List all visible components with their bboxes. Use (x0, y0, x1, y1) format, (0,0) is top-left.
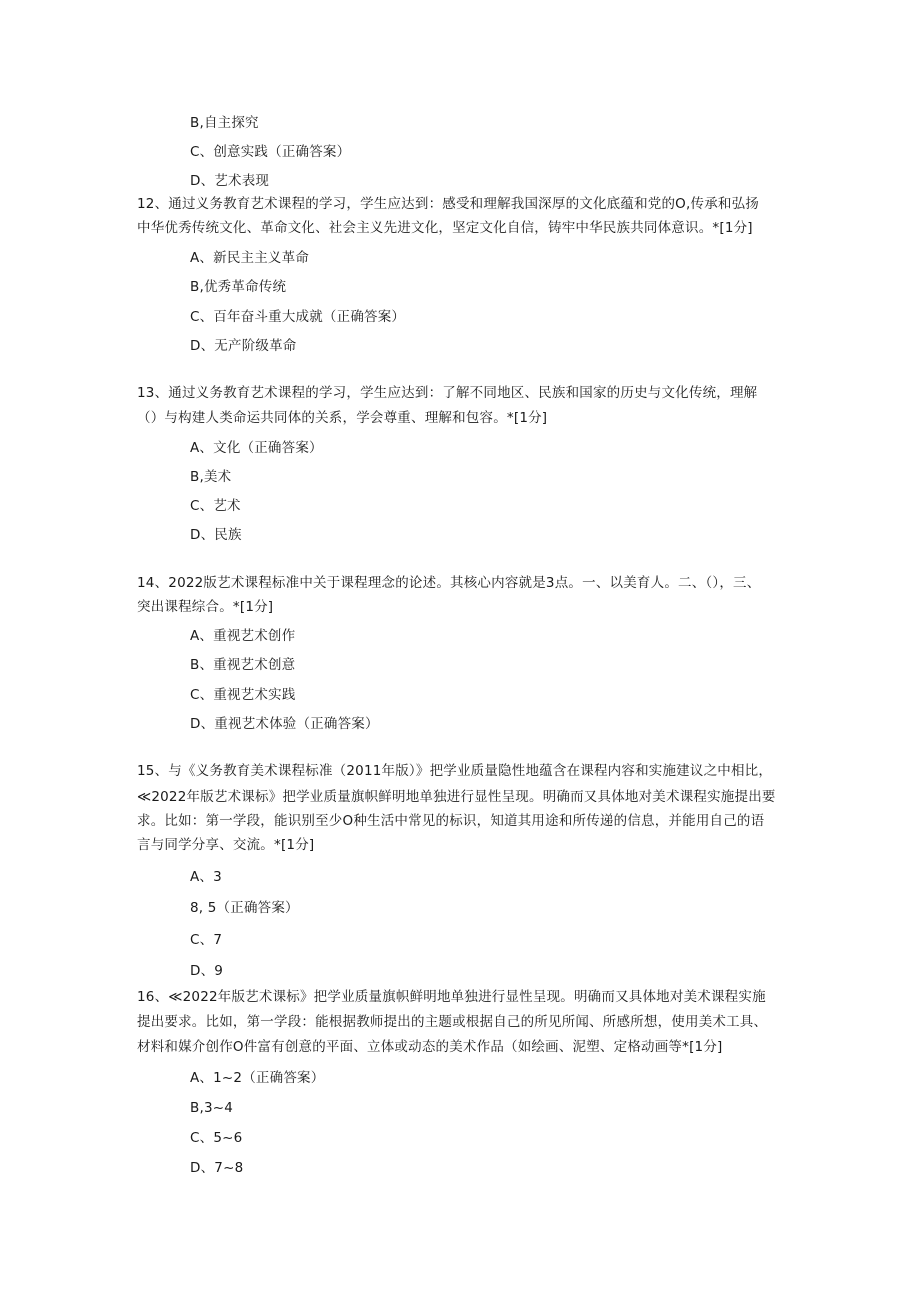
option-a: A、3 (190, 869, 222, 885)
option-a: A、文化（正确答案） (190, 440, 323, 456)
question-16-text-line-2: 提出要求。比如，第一学段：能根据教师提出的主题或根据自己的所见所闻、所感所想，使用美术工具、 (137, 1014, 768, 1030)
option-d: D、民族 (190, 527, 242, 543)
option-c: C、7 (190, 932, 223, 948)
question-15-text-line-1: 15、与《义务教育美术课程标准（2011年版）》把学业质量隐性地蕴含在课程内容和实施建议之中相比， (137, 763, 773, 779)
question-14-text-line-1: 14、2022版艺术课程标准中关于课程理念的论述。其核心内容就是3点。一、以美育人。二、（），三、 (137, 575, 761, 591)
question-16-text-line-3: 材料和媒介创作O件富有创意的平面、立体或动态的美术作品（如绘画、泥塑、定格动画等*[1分] (137, 1039, 723, 1055)
option-d: D、无产阶级革命 (190, 338, 297, 354)
option-d: D、7~8 (190, 1160, 244, 1176)
option-b: B,自主探究 (190, 115, 259, 131)
option-c: C、艺术 (190, 498, 241, 514)
option-c: C、重视艺术实践 (190, 687, 296, 703)
question-12-text-line-2: 中华优秀传统文化、革命文化、社会主义先进文化，坚定文化自信，铸牢中华民族共同体意识。*[1分] (137, 220, 753, 236)
option-d: D、艺术表现 (190, 173, 270, 189)
option-b: B,3~4 (190, 1100, 234, 1116)
option-c: C、百年奋斗重大成就（正确答案） (190, 309, 406, 325)
option-b: 8, 5（正确答案） (190, 900, 299, 916)
option-b: B、重视艺术创意 (190, 657, 296, 673)
option-a: A、1~2（正确答案） (190, 1070, 325, 1086)
question-16-text-line-1: 16、≪2022年版艺术课标》把学业质量旗帜鲜明地单独进行显性呈现。明确而又具体地对美术课程实施 (137, 989, 766, 1005)
question-15-text-line-2: ≪2022年版艺术课标》把学业质量旗帜鲜明地单独进行显性呈现。明确而又具体地对美术课程实施提出要 (137, 789, 776, 805)
question-12-text-line-1: 12、通过义务教育艺术课程的学习，学生应达到：感受和理解我国深厚的文化底蕴和党的O,传承和弘扬 (137, 196, 759, 212)
option-c: C、5~6 (190, 1130, 243, 1146)
question-15-text-line-3: 求。比如：第一学段，能识别至少O种生活中常见的标识，知道其用途和所传递的信息，并能用自己的语 (137, 813, 765, 829)
option-a: A、新民主主义革命 (190, 250, 310, 266)
question-15-text-line-4: 言与同学分享、交流。*[1分] (137, 837, 315, 853)
option-b: B,优秀革命传统 (190, 279, 287, 295)
question-13-text-line-2: （）与构建人类命运共同体的关系，学会尊重、理解和包容。*[1分] (137, 410, 548, 426)
option-b: B,美术 (190, 469, 232, 485)
option-d: D、重视艺术体验（正确答案） (190, 716, 379, 732)
question-14-text-line-2: 突出课程综合。*[1分] (137, 599, 274, 615)
option-c: C、创意实践（正确答案） (190, 144, 351, 160)
question-13-text-line-1: 13、通过义务教育艺术课程的学习，学生应达到：了解不同地区、民族和国家的历史与文化传统，理解 (137, 385, 758, 401)
option-d: D、9 (190, 963, 224, 979)
option-a: A、重视艺术创作 (190, 628, 296, 644)
